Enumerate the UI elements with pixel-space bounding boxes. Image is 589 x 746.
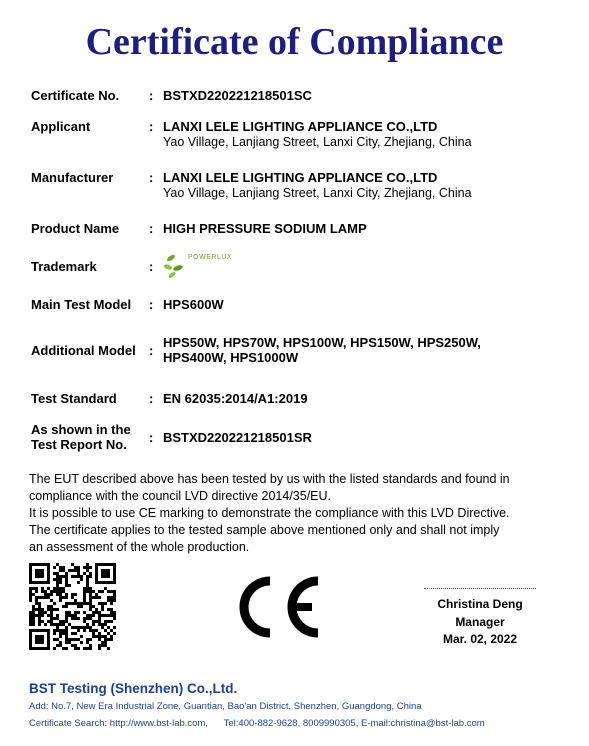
- certificate-no-label: Certificate No.: [31, 88, 120, 103]
- test-standard-value: EN 62035:2014/A1:2019: [163, 391, 308, 406]
- colon: :: [149, 221, 154, 236]
- manufacturer-name: LANXI LELE LIGHTING APPLIANCE CO.,LTD: [163, 170, 438, 185]
- signatory-name: Christina Deng: [437, 597, 523, 611]
- trademark-label: Trademark: [31, 259, 97, 274]
- colon: :: [149, 170, 154, 185]
- main-test-model-label: Main Test Model: [31, 297, 132, 312]
- qr-code: [29, 563, 116, 650]
- footer-company: BST Testing (Shenzhen) Co.,Ltd.: [29, 681, 238, 696]
- applicant-address: Yao Village, Lanjiang Street, Lanxi City, Zhejiang, China: [163, 135, 472, 149]
- colon: :: [149, 391, 154, 406]
- additional-model-line2: HPS400W, HPS1000W: [163, 350, 299, 365]
- ce-mark: [232, 573, 322, 641]
- footer-contact: Certificate Search: http://www.bst-lab.com, Tel:400-882-9628, 8009990305, E-mail:christina@bst-lab.com: [29, 718, 485, 729]
- applicant-label: Applicant: [31, 119, 91, 134]
- test-report-label-line2: Test Report No.: [31, 437, 127, 452]
- signatory-title: Manager: [455, 615, 505, 629]
- signature-date: Mar. 02, 2022: [442, 632, 518, 646]
- manufacturer-address: Yao Village, Lanjiang Street, Lanxi City, Zhejiang, China: [163, 186, 472, 200]
- test-report-value: BSTXD220221218501SR: [163, 430, 312, 445]
- colon: :: [149, 88, 154, 103]
- footer-address: Add: No.7, New Era Industrial Zone, Guantian, Bao'an District, Shenzhen, Guangdong, China: [29, 701, 422, 712]
- compliance-statement: [29, 471, 559, 556]
- certificate-title: Certificate of Compliance: [85, 21, 504, 63]
- signature-line: [424, 588, 536, 589]
- statement-line: The EUT described above has been tested by us with the listed standards and found in: [29, 472, 510, 486]
- colon: :: [149, 297, 154, 312]
- certificate-no-value: BSTXD220221218501SC: [163, 88, 312, 103]
- product-name-value: HIGH PRESSURE SODIUM LAMP: [163, 221, 367, 236]
- test-report-label-line1: As shown in the: [31, 422, 131, 437]
- statement-line: It is possible to use CE marking to demonstrate the compliance with this LVD Directive.: [29, 506, 510, 520]
- colon: :: [149, 343, 154, 358]
- main-test-model-value: HPS600W: [163, 297, 224, 312]
- product-name-label: Product Name: [31, 221, 120, 236]
- manufacturer-label: Manufacturer: [31, 170, 114, 185]
- test-standard-label: Test Standard: [31, 391, 117, 406]
- additional-model-label: Additional Model: [31, 343, 136, 358]
- additional-model-line1: HPS50W, HPS70W, HPS100W, HPS150W, HPS250W,: [163, 335, 481, 350]
- statement-line: compliance with the council LVD directive 2014/35/EU.: [29, 489, 332, 503]
- statement-line: The certificate applies to the tested sample above mentioned only and shall not imply: [29, 523, 500, 537]
- colon: :: [149, 119, 154, 134]
- powerlux-logo: [162, 250, 242, 280]
- colon: :: [149, 430, 154, 445]
- applicant-name: LANXI LELE LIGHTING APPLIANCE CO.,LTD: [163, 119, 438, 134]
- logo-text: POWERLUX: [188, 254, 233, 261]
- colon: :: [149, 259, 154, 274]
- statement-line: an assessment of the whole production.: [29, 540, 250, 554]
